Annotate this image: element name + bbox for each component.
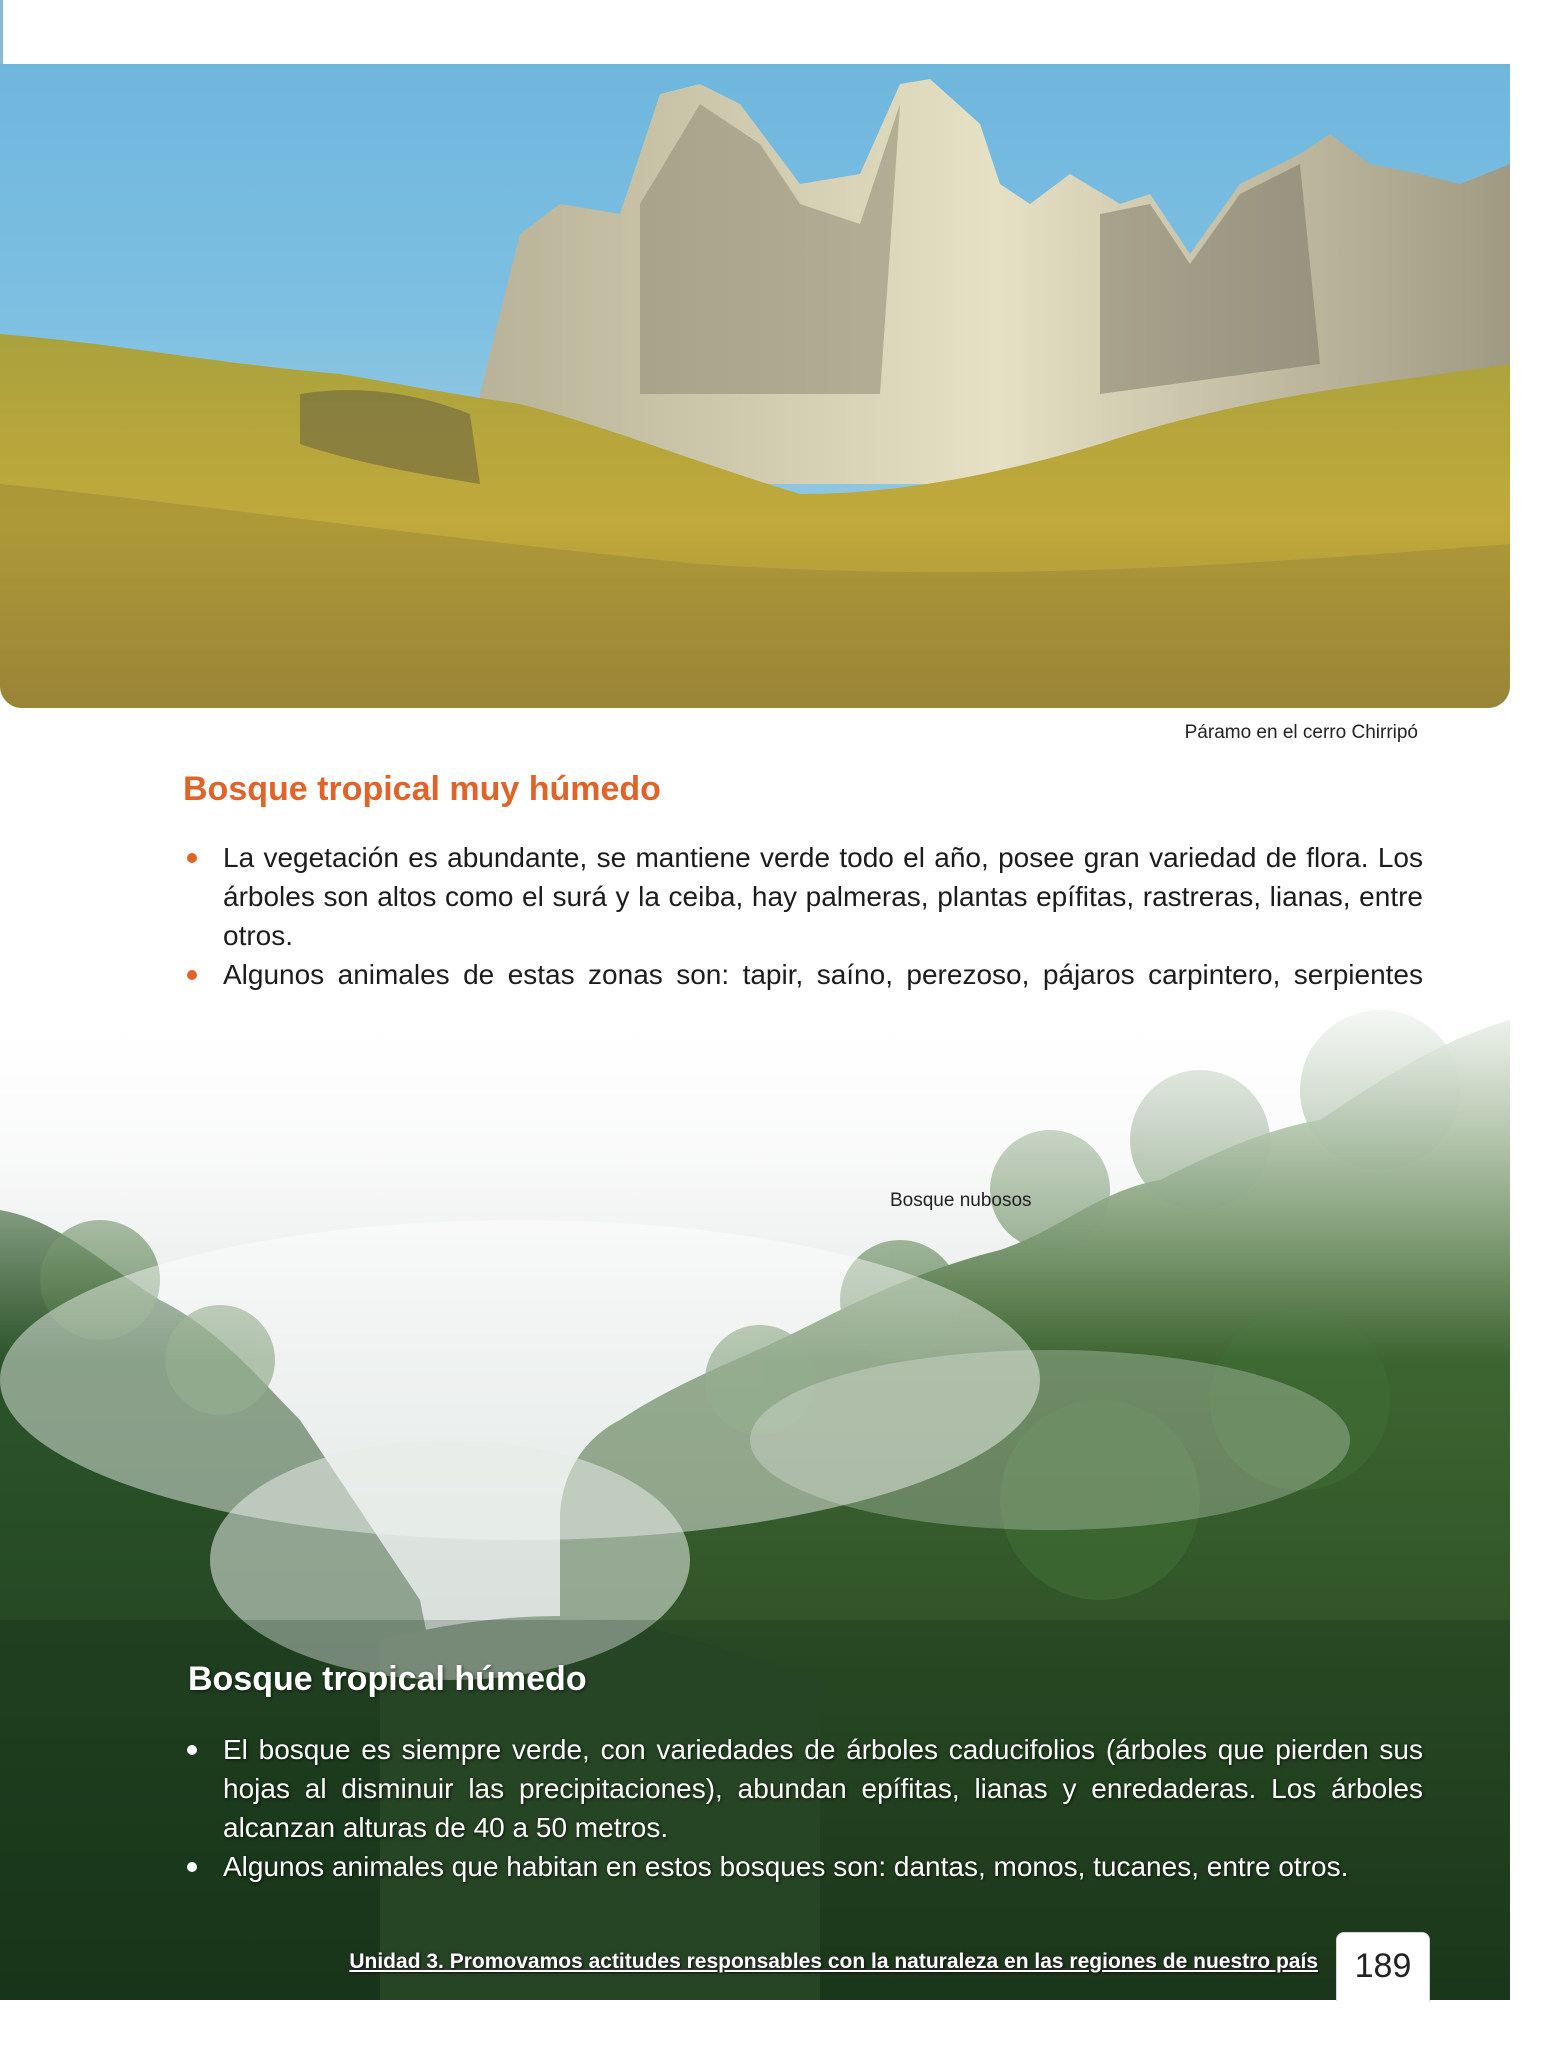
list-item: La vegetación es abundante, se mantiene verde todo el año, posee gran variedad de flora. Los árboles son altos como el surá y la ceiba, hay palmeras, plantas epífitas, rastreras, lianas, entre otros. [183,838,1423,955]
section-2-list [183,1730,1423,1886]
paramo-caption: Páramo en el cerro Chirripó [1184,722,1418,743]
paramo-illustration [0,64,1510,708]
paramo-photo [0,64,1510,708]
section-heading-humedo: Bosque tropical húmedo [188,1660,587,1698]
page-number: 189 [1336,1932,1430,2001]
cloud-forest-caption: Bosque nubosos [890,1190,1032,1211]
list-item: Algunos animales que habitan en estos bosques son: dantas, monos, tucanes, entre otros. [183,1847,1423,1886]
list-item: Algunos animales de estas zonas son: tapir, saíno, perezoso, pájaros carpintero, serpientes [183,955,1423,1033]
list-item: El bosque es siempre verde, con variedades de árboles caducifolios (árboles que pierden sus hojas al disminuir las precipitaciones), abundan epífitas, lianas y enredaderas. Los árboles alcanzan alturas de 40 a 50 metros. [183,1730,1423,1847]
page-edge-rule [0,0,3,64]
unit-footer: Unidad 3. Promovamos actitudes responsables con la naturaleza en las regiones de nuestro país [349,1950,1318,1973]
section-heading-muy-humedo: Bosque tropical muy húmedo [183,770,661,808]
